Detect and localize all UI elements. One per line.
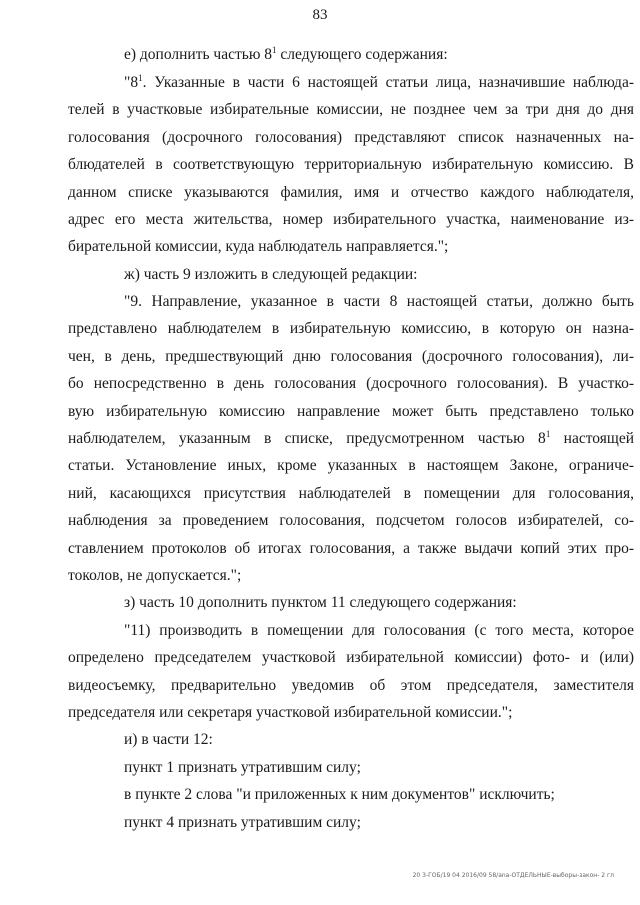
text-line [68, 403, 634, 421]
line-text: представлено наблюдателем в избирательную комиссию, в которую он назна- [68, 320, 634, 337]
line-text: токолов, не допускается."; [68, 567, 242, 584]
line-text: бо непосредственно в день голосования (досрочного голосования). В участко- [68, 375, 634, 392]
text-line [68, 457, 634, 475]
line-text: данном списке указываются фамилия, имя и отчество каждого наблюдателя, [68, 184, 634, 201]
text-line [124, 731, 213, 749]
line-text: голосования (досрочного голосования) представляют список назначенных на- [68, 129, 634, 146]
line-text: чен, в день, предшествующий дню голосования (досрочного голосования), ли- [68, 348, 634, 365]
line-text: ж) часть 9 изложить в следующей редакции: [124, 266, 418, 283]
text-line [124, 594, 517, 612]
text-line [124, 814, 361, 832]
text-line [124, 786, 555, 804]
line-text: в пункте 2 слова "и приложенных к ним документов" исключить; [124, 786, 555, 803]
text-line [68, 238, 448, 256]
text-line [124, 46, 448, 64]
text-line [124, 622, 634, 640]
line-text: "8 [124, 74, 139, 91]
text-line [68, 184, 634, 202]
text-line [68, 567, 241, 585]
text-line [68, 348, 634, 366]
line-text: ний, касающихся присутствия наблюдателей в помещении для голосования, [68, 485, 634, 502]
text-line [68, 485, 634, 503]
line-text: блюдателей в соответствующую территориальную избирательную комиссию. В [68, 156, 634, 173]
line-text: адрес его места жительства, номер избирательного участка, наименование из- [68, 211, 634, 228]
text-line [68, 430, 634, 448]
text-line [68, 704, 512, 722]
text-line [68, 129, 634, 147]
line-text: пункт 4 признать утратившим силу; [124, 814, 361, 831]
text-line [68, 320, 634, 338]
text-line [68, 677, 634, 695]
text-line [68, 375, 634, 393]
text-line [124, 74, 634, 92]
line-text: наблюдателем, указанным в списке, предусмотренном частью 8 [68, 430, 546, 447]
superscript: 1 [138, 73, 143, 83]
line-text-continued: настоящей [550, 430, 634, 447]
line-text: наблюдения за проведением голосования, подсчетом голосов избирателей, со- [68, 512, 634, 529]
line-text: статьи. Установление иных, кроме указанных в настоящем Законе, ограниче- [68, 457, 634, 474]
line-text: вую избирательную комиссию направление может быть представлено только [68, 403, 634, 420]
text-line [124, 293, 634, 311]
line-text: "9. Направление, указанное в части 8 настоящей статьи, должно быть [124, 293, 634, 310]
line-text: ставлением протоколов об итогах голосования, а также выдачи копий этих про- [68, 540, 634, 557]
superscript: 1 [272, 45, 277, 55]
line-text: председателя или секретаря участковой избирательной комиссии."; [68, 704, 513, 721]
line-text: и) в части 12: [124, 731, 213, 748]
text-line [68, 101, 634, 119]
line-text: е) дополнить частью 8 [124, 46, 273, 63]
line-text: пункт 1 признать утратившим силу; [124, 759, 361, 776]
line-text: видеосъемку, предварительно уведомив об этом председателя, заместителя [68, 677, 634, 694]
text-line [68, 211, 634, 229]
text-line [68, 540, 634, 558]
line-text: определено председателем участковой избирательной комиссии) фото- и (или) [68, 649, 634, 666]
text-line [68, 649, 634, 667]
line-text: бирательной комиссии, куда наблюдатель направляется."; [68, 238, 449, 255]
footer-stamp: 20 3-ГОБ/19 04 2016/09 58/ana-ОТДЕЛЬНЫЕ-выборы-закон- 2 гл [412, 872, 614, 879]
line-text: з) часть 10 дополнить пунктом 11 следующего содержания: [124, 594, 517, 611]
line-text-continued: следующего содержания: [276, 46, 448, 63]
text-line [124, 759, 361, 777]
line-text: "11) производить в помещении для голосования (с того места, которое [124, 622, 634, 639]
text-line [124, 266, 417, 284]
line-text-continued: . Указанные в части 6 настоящей статьи лица, назначившие наблюда- [142, 74, 634, 91]
line-text: телей в участковые избирательные комиссии, не позднее чем за три дня до дня [68, 101, 634, 118]
superscript: 1 [545, 429, 551, 439]
page-number: 83 [312, 7, 328, 23]
text-line [68, 156, 634, 174]
text-line [68, 512, 634, 530]
